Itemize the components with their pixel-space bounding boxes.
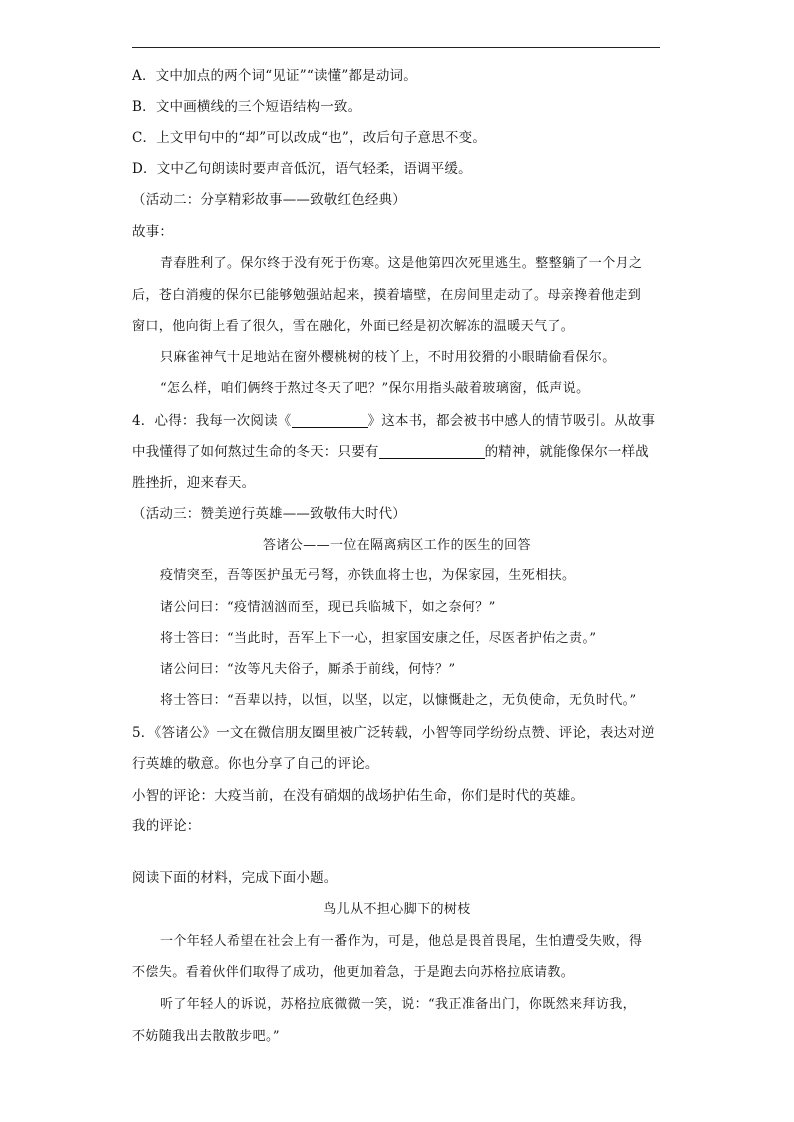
- poem-line: 诸公问曰：“疫情汹汹而至，现已兵临城下，如之奈何？”: [160, 600, 496, 615]
- story-line: 只麻雀神气十足地站在窗外樱桃树的枝丫上，不时用狡猾的小眼睛偷看保尔。: [160, 350, 616, 365]
- reading-line: 听了年轻人的诉说，苏格拉底微微一笑，说：“我正准备出门，你既然来拜访我，: [160, 997, 637, 1012]
- story-line: 青春胜利了。保尔终于没有死于伤寒。这是他第四次死里逃生。整整躺了一个月之: [160, 256, 643, 271]
- story-label: 故事：: [132, 224, 174, 240]
- reading-line: 不妨随我出去散散步吧。”: [132, 1029, 280, 1044]
- poem-line: 将士答曰：“当此时，吾军上下一心，担家国安康之任，尽医者护佑之责。”: [160, 631, 597, 646]
- poem-line: 诸公问曰：“汝等凡夫俗子，厮杀于前线，何恃？”: [160, 662, 456, 677]
- reading-line: 不偿失。看着伙伴们取得了成功，他更加着急，于是跑去向苏格拉底请教。: [132, 965, 575, 980]
- activity2-heading: （活动二：分享精彩故事——致敬红色经典）: [132, 192, 406, 208]
- reading-line: 一个年轻人希望在社会上有一番作为，可是，他总是畏首畏尾，生怕遭受失败，得: [160, 934, 643, 949]
- q4-text: 4．心得：我每一次阅读《: [132, 413, 292, 429]
- q4-text: 中我懂得了如何熬过生命的冬天：只要有: [132, 444, 379, 460]
- option-c: C．上文甲句中的“却”可以改成“也”，改后句子意思不变。: [132, 130, 487, 146]
- book-title-blank[interactable]: [292, 413, 368, 428]
- reading-title: 鸟儿从不担心脚下的树枝: [323, 902, 471, 917]
- reading-instruction: 阅读下面的材料，完成下面小题。: [132, 870, 338, 886]
- poem-line: 将士答曰：“吾辈以持，以恒，以坚，以定，以慷慨赴之，无负使命，无负时代。”: [160, 693, 637, 708]
- q5-line-2: 行英雄的敬意。你也分享了自己的评论。: [132, 756, 379, 772]
- poem-title: 答诸公——一位在隔离病区工作的医生的回答: [262, 538, 531, 553]
- q5-line-1: 5．《答诸公》一文在微信朋友圈里被广泛转载，小智等同学纷纷点赞、评论，表达对逆: [132, 725, 655, 741]
- option-b: B．文中画横线的三个短语结构一致。: [132, 99, 362, 115]
- option-a: A．文中加点的两个词“见证”“读懂”都是动词。: [132, 68, 417, 84]
- q4-line-3: 胜挫折，迎来春天。: [132, 475, 256, 491]
- my-comment-label: 我的评论：: [132, 818, 201, 834]
- q4-text: 》这本书，都会被书中感人的情节吸引。从故事: [367, 413, 656, 429]
- option-d: D．文中乙句朗读时要声音低沉，语气轻柔，语调平缓。: [132, 161, 472, 177]
- xiaozhi-comment: 小智的评论：大疫当前，在没有硝烟的战场护佑生命，你们是时代的英雄。: [132, 788, 585, 804]
- story-line: 窗口，他向街上看了很久，雪在融化，外面已经是初次解冻的温暖天气了。: [132, 319, 575, 334]
- q4-text: 的精神，就能像保尔一样战: [484, 444, 650, 460]
- spirit-blank[interactable]: [379, 444, 485, 459]
- activity3-heading: （活动三：赞美逆行英雄——致敬伟大时代）: [132, 506, 406, 522]
- q4-line-2: [132, 442, 649, 462]
- story-line: “怎么样，咱们俩终于熬过冬天了吧？”保尔用指头敲着玻璃窗，低声说。: [160, 381, 590, 396]
- poem-line: 疫情突至，吾等医护虽无弓弩，亦铁血将士也，为保家园，生死相扶。: [160, 568, 576, 583]
- q4-line-1: [132, 411, 655, 431]
- header-rule: [132, 47, 660, 48]
- story-line: 后，苍白消瘦的保尔已能够勉强站起来，摸着墙壁，在房间里走动了。母亲搀着他走到: [132, 288, 642, 303]
